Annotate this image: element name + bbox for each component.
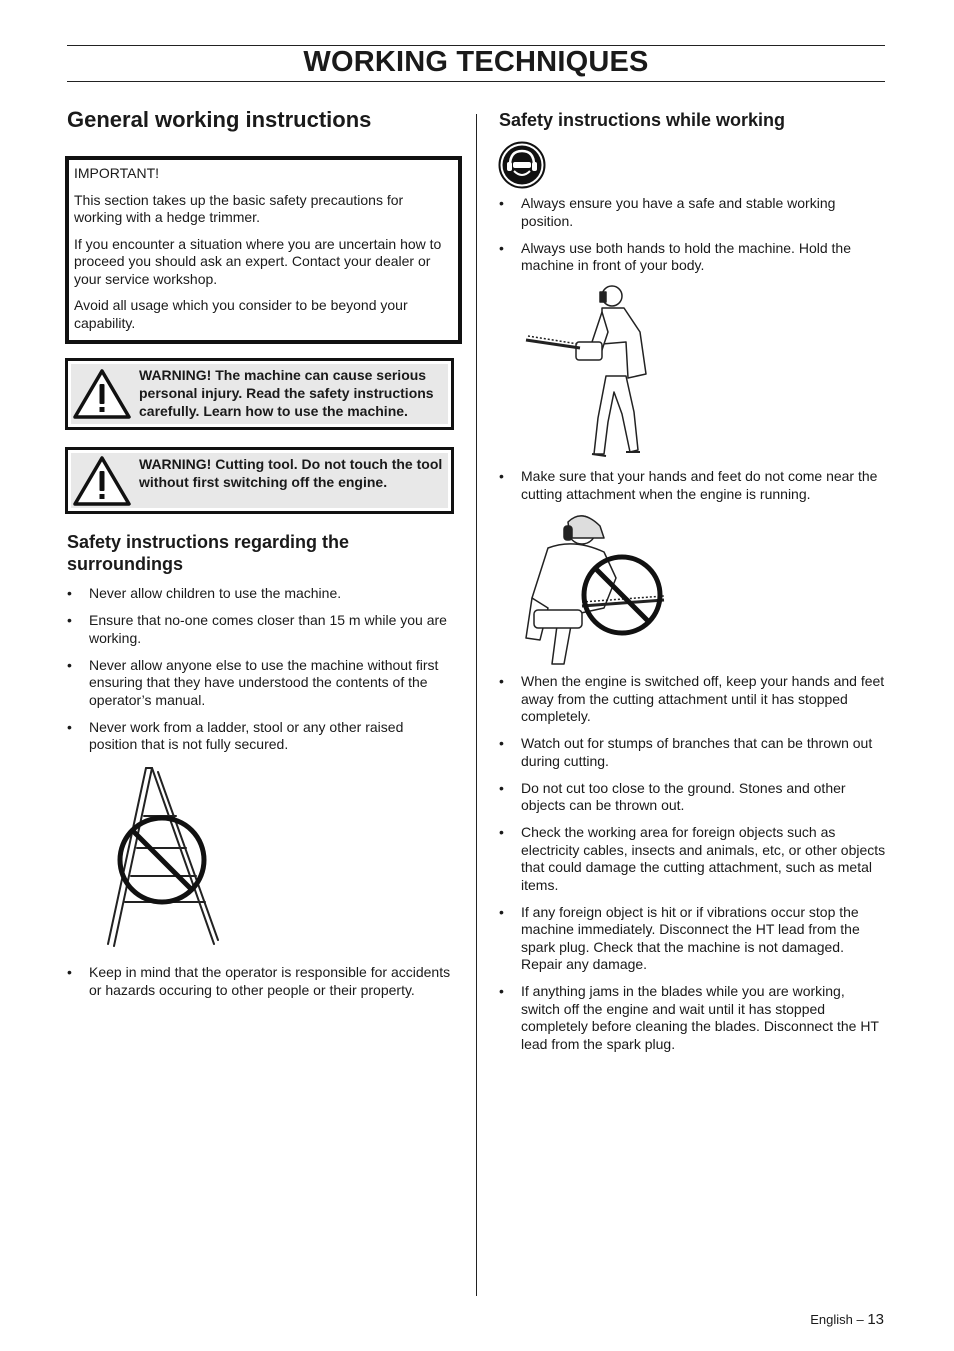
footer-language: English: [810, 1312, 853, 1327]
footer-separator: –: [856, 1312, 864, 1327]
warning-box-injury: [65, 358, 454, 430]
important-paragraph: Avoid all usage which you consider to be beyond your capability.: [74, 297, 408, 331]
important-paragraph: This section takes up the basic safety precautions for working with a hedge trimmer.: [74, 191, 404, 225]
page-footer: [810, 1311, 884, 1328]
list-item: • Keep in mind that the operator is responsible for accidents or hazards occuring to other people or their property.: [67, 964, 452, 999]
warning-triangle-icon: [71, 454, 133, 508]
page-number: 13: [867, 1311, 884, 1328]
surroundings-bullet-list: [67, 585, 452, 763]
working-bullet-list-2: [499, 468, 886, 513]
list-item: • Ensure that no-one comes closer than 15 m while you are working.: [67, 612, 452, 647]
column-divider: [476, 114, 477, 1296]
list-item: • Never allow children to use the machine.: [67, 585, 452, 603]
list-item: • Check the working area for foreign objects such as electricity cables, insects and animals, etc, or other objects that could damage the cutting attachment, such as metal items.: [499, 824, 886, 894]
ladder-prohibited-illustration: [100, 762, 225, 952]
protective-equipment-icon: [498, 141, 546, 189]
section-heading-working: Safety instructions while working: [499, 110, 786, 130]
important-notice-box: [65, 156, 462, 344]
section-heading-general: General working instructions: [67, 107, 372, 132]
warning-text: WARNING! The machine can cause serious personal injury. Read the safety instructions carefully. Learn how to use the machine.: [139, 367, 434, 419]
operator-holding-trimmer-illustration: [522, 282, 662, 462]
important-paragraph: If you encounter a situation where you are uncertain how to proceed you should ask an expert. Contact your dealer or your service workshop.: [74, 235, 442, 287]
list-item: • If anything jams in the blades while you are working, switch off the engine and wait until it has stopped completely before cleaning the blades. Disconnect the HT lead from the spark plug.: [499, 983, 886, 1053]
page-title: WORKING TECHNIQUES: [303, 46, 649, 78]
working-bullet-list-3: [499, 673, 886, 1063]
warning-triangle-icon: [71, 367, 133, 421]
important-label: IMPORTANT!: [74, 165, 160, 181]
surroundings-bullet-list-2: [67, 964, 452, 1009]
list-item: • Do not cut too close to the ground. Stones and other objects can be thrown out.: [499, 780, 886, 815]
warning-box-cutting-tool: [65, 447, 454, 514]
working-bullet-list-1: [499, 195, 886, 284]
list-item: • Never allow anyone else to use the machine without first ensuring that they have understood the contents of the operator’s manual.: [67, 657, 452, 710]
hands-near-blade-prohibited-illustration: [518, 508, 668, 666]
section-heading-surroundings: Safety instructions regarding the surroundings: [67, 532, 350, 574]
list-item: • Watch out for stumps of branches that can be thrown out during cutting.: [499, 735, 886, 770]
warning-text: WARNING! Cutting tool. Do not touch the tool without first switching off the engine.: [139, 456, 443, 490]
header-bottom-rule: [67, 81, 885, 82]
list-item: • Always ensure you have a safe and stable working position.: [499, 195, 886, 230]
list-item: • When the engine is switched off, keep your hands and feet away from the cutting attachment until it has stopped completely.: [499, 673, 886, 726]
list-item: • If any foreign object is hit or if vibrations occur stop the machine immediately. Disconnect the HT lead from the spark plug. Check that the machine is not damaged. Repair any damage.: [499, 904, 886, 974]
list-item: • Make sure that your hands and feet do not come near the cutting attachment when the engine is running.: [499, 468, 886, 503]
list-item: • Never work from a ladder, stool or any other raised position that is not fully secured.: [67, 719, 452, 754]
list-item: • Always use both hands to hold the machine. Hold the machine in front of your body.: [499, 240, 886, 275]
